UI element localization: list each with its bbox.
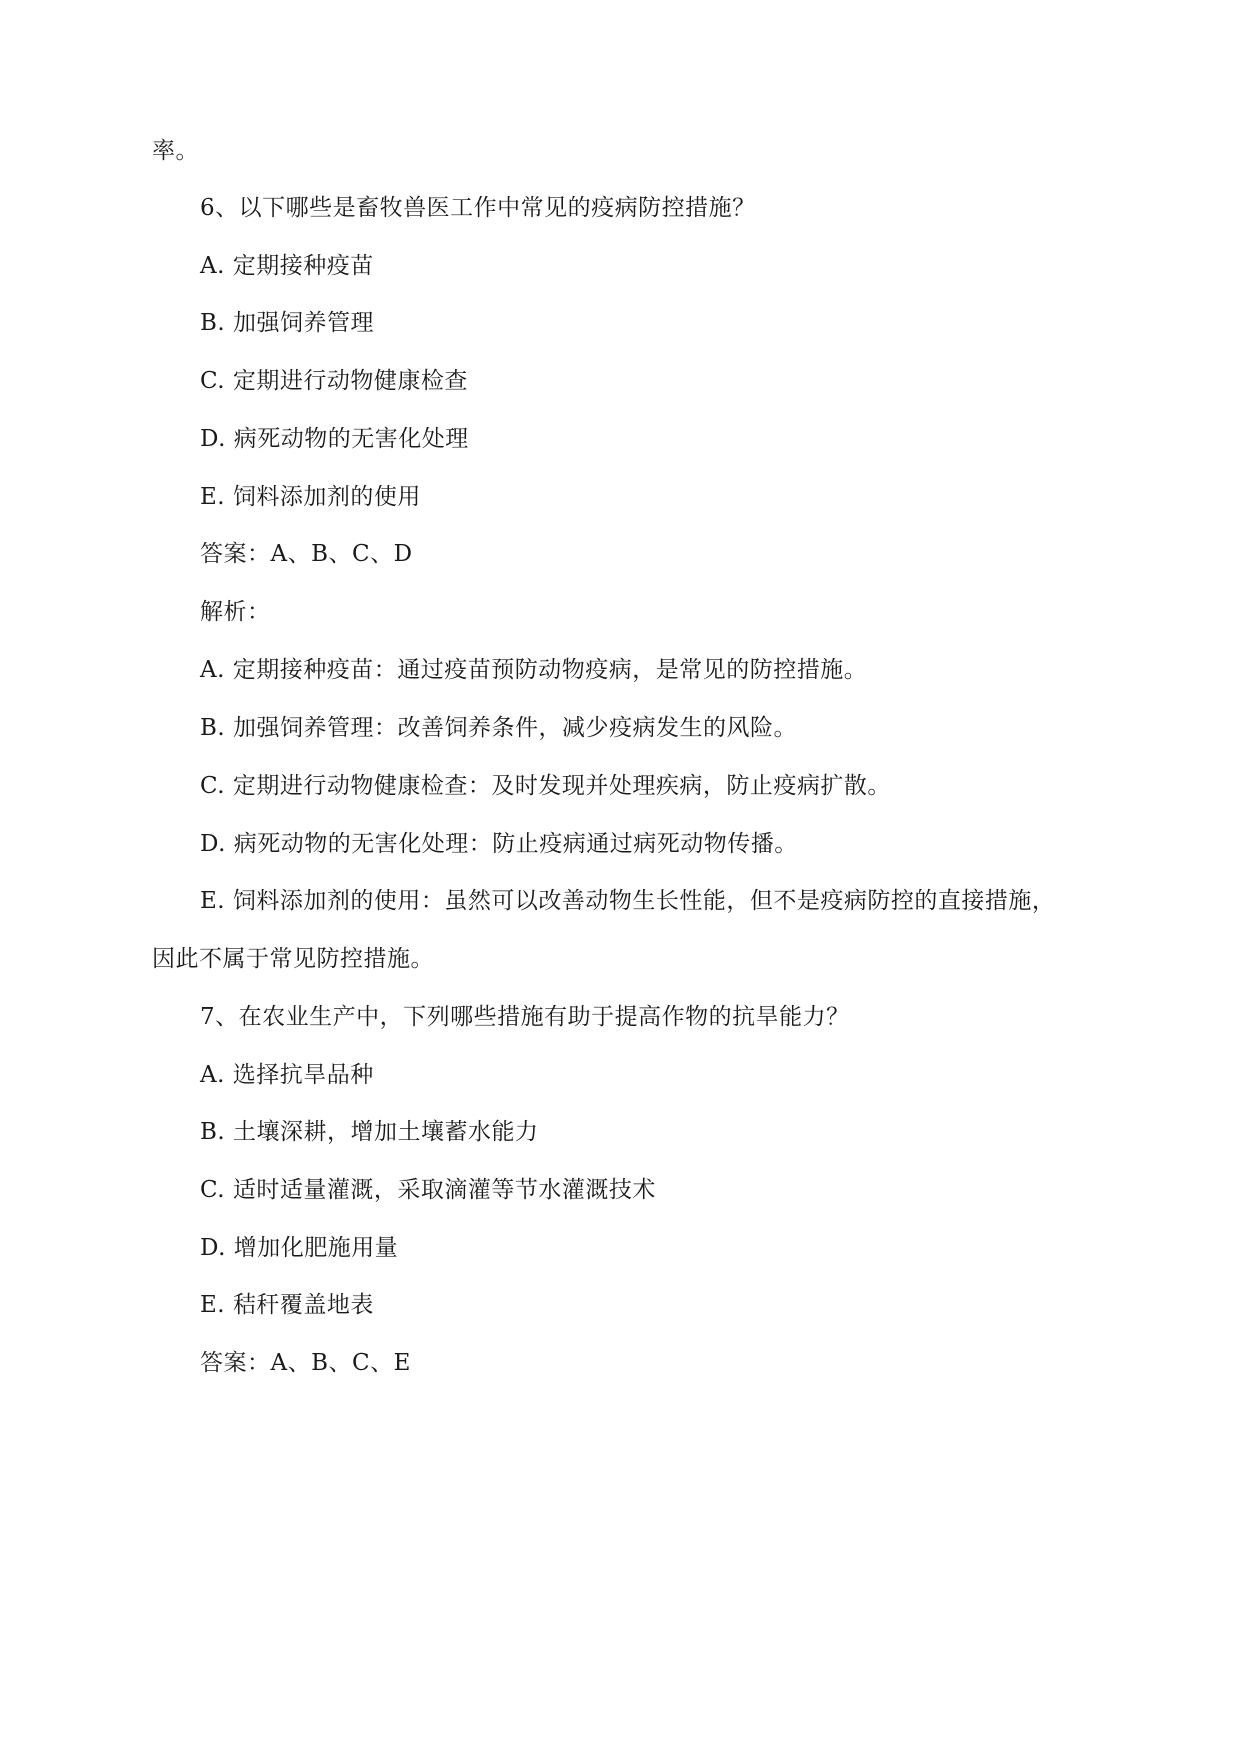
q7-option-c: C. 适时适量灌溉，采取滴灌等节水灌溉技术 [200,1177,656,1203]
q6-option-c: C. 定期进行动物健康检查 [200,368,468,394]
q6-explanation-heading: 解析： [200,599,271,625]
q6-option-a: A. 定期接种疫苗 [200,253,374,279]
q6-explanation-e: E. 饲料添加剂的使用：虽然可以改善动物生长性能，但不是疫病防控的直接措施， [200,888,1056,914]
q6-answer: 答案：A、B、C、D [200,541,413,567]
q7-option-e: E. 秸秆覆盖地表 [200,1292,374,1318]
q6-explanation-e-cont: 因此不属于常见防控措施。 [152,946,434,972]
q7-option-d: D. 增加化肥施用量 [200,1235,399,1261]
question-6-title: 6、以下哪些是畜牧兽医工作中常见的疫病防控措施？ [200,195,756,221]
text-line-continuation: 率。 [152,138,199,164]
q6-explanation-a: A. 定期接种疫苗：通过疫苗预防动物疫病，是常见的防控措施。 [200,657,868,683]
q6-option-e: E. 饲料添加剂的使用 [200,484,421,510]
q7-option-a: A. 选择抗旱品种 [200,1062,374,1088]
q6-explanation-d: D. 病死动物的无害化处理：防止疫病通过病死动物传播。 [200,831,798,857]
q7-option-b: B. 土壤深耕，增加土壤蓄水能力 [200,1119,539,1145]
question-7-title: 7、在农业生产中，下列哪些措施有助于提高作物的抗旱能力？ [200,1004,850,1030]
q6-option-d: D. 病死动物的无害化处理 [200,426,469,452]
q6-option-b: B. 加强饲养管理 [200,310,375,336]
q6-explanation-c: C. 定期进行动物健康检查：及时发现并处理疾病，防止疫病扩散。 [200,773,891,799]
q7-answer: 答案：A、B、C、E [200,1350,411,1376]
q6-explanation-b: B. 加强饲养管理：改善饲养条件，减少疫病发生的风险。 [200,715,798,741]
